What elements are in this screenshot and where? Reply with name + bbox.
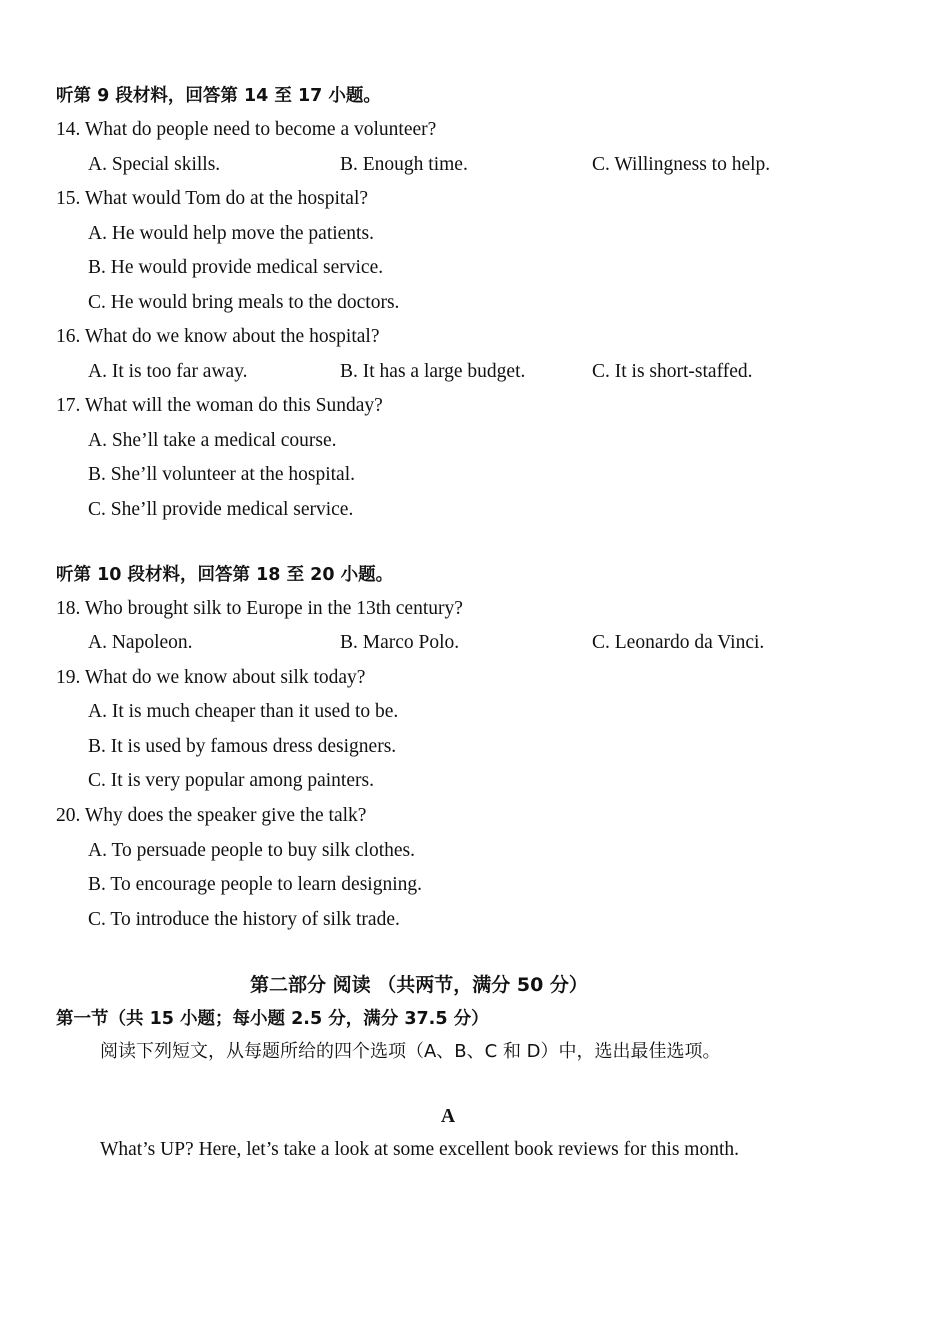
question-16: 16. What do we know about the hospital? <box>56 326 380 347</box>
q18-option-b: B. Marco Polo. <box>340 632 460 653</box>
q20-option-c: C. To introduce the history of silk trade. <box>88 909 400 930</box>
question-18: 18. Who brought silk to Europe in the 13th century? <box>56 598 463 619</box>
section9-header: 听第 9 段材料，回答第 14 至 17 小题。 <box>56 86 381 106</box>
part2-instruction: 阅读下列短文，从每题所给的四个选项（A、B、C 和 D）中，选出最佳选项。 <box>100 1041 721 1062</box>
q16-option-b: B. It has a large budget. <box>340 361 526 382</box>
q19-option-c: C. It is very popular among painters. <box>88 770 374 791</box>
part2-title: 第二部分 阅读 （共两节，满分 50 分） <box>250 974 588 996</box>
q14-option-b: B. Enough time. <box>340 154 468 175</box>
part2-section1-header: 第一节（共 15 小题；每小题 2.5 分，满分 37.5 分） <box>56 1009 489 1029</box>
question-15: 15. What would Tom do at the hospital? <box>56 188 369 209</box>
q16-option-a: A. It is too far away. <box>88 361 248 382</box>
question-19: 19. What do we know about silk today? <box>56 667 366 688</box>
q15-option-b: B. He would provide medical service. <box>88 257 384 278</box>
question-17: 17. What will the woman do this Sunday? <box>56 395 383 416</box>
passage-intro: What’s UP? Here, let’s take a look at some excellent book reviews for this month. <box>100 1139 739 1160</box>
q16-option-c: C. It is short-staffed. <box>592 361 753 382</box>
q18-option-a: A. Napoleon. <box>88 632 193 653</box>
q15-option-a: A. He would help move the patients. <box>88 223 374 244</box>
q17-option-b: B. She’ll volunteer at the hospital. <box>88 464 355 485</box>
q19-option-b: B. It is used by famous dress designers. <box>88 736 397 757</box>
q20-option-b: B. To encourage people to learn designing. <box>88 874 423 895</box>
q17-option-c: C. She’ll provide medical service. <box>88 499 354 520</box>
q20-option-a: A. To persuade people to buy silk clothes. <box>88 840 416 861</box>
q18-option-c: C. Leonardo da Vinci. <box>592 632 765 653</box>
q15-option-c: C. He would bring meals to the doctors. <box>88 292 400 313</box>
question-14: 14. What do people need to become a volunteer? <box>56 119 437 140</box>
q14-option-c: C. Willingness to help. <box>592 154 771 175</box>
q19-option-a: A. It is much cheaper than it used to be. <box>88 701 399 722</box>
q14-option-a: A. Special skills. <box>88 154 221 175</box>
passage-label: A <box>441 1106 456 1127</box>
section10-header: 听第 10 段材料，回答第 18 至 20 小题。 <box>56 565 394 585</box>
question-20: 20. Why does the speaker give the talk? <box>56 805 367 826</box>
q17-option-a: A. She’ll take a medical course. <box>88 430 337 451</box>
